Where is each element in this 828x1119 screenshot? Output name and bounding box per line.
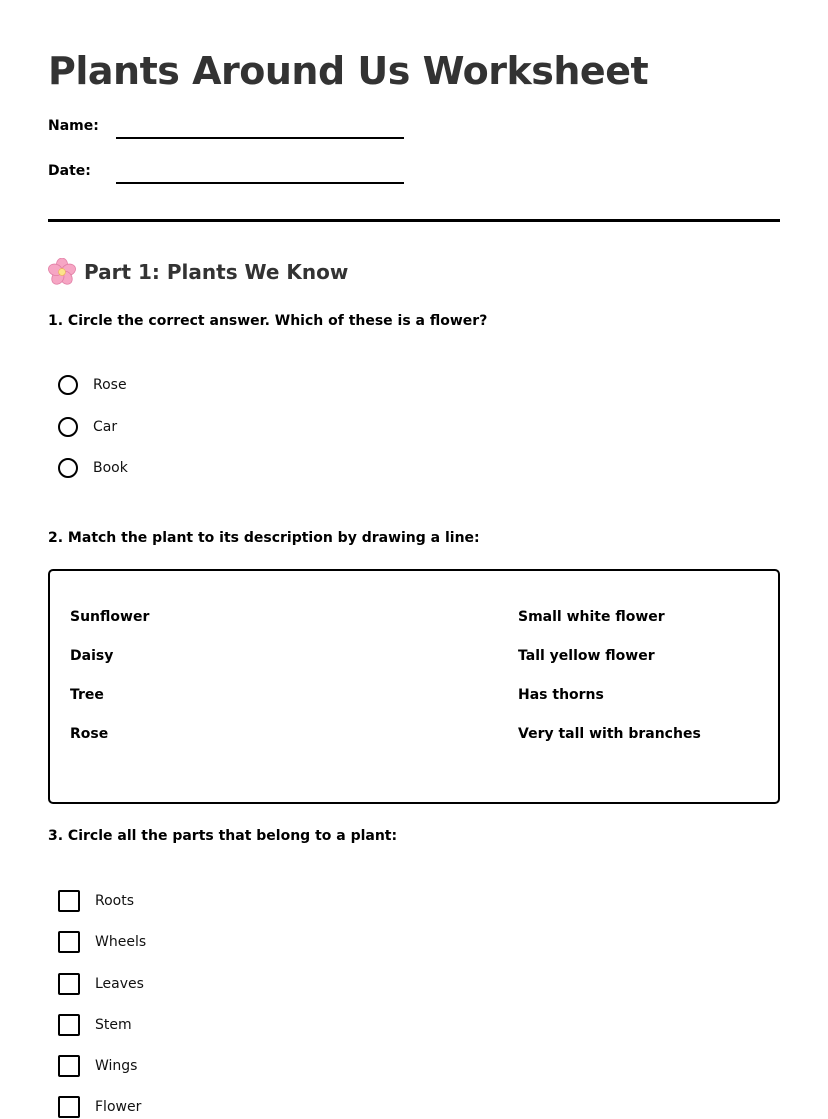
option-label: Car [93, 419, 118, 435]
match-plant-item[interactable]: Daisy [70, 648, 114, 664]
match-description-item[interactable]: Tall yellow flower [518, 648, 655, 664]
plant-column [70, 608, 149, 764]
match-plant-item[interactable]: Rose [70, 726, 109, 742]
checkbox-icon[interactable] [58, 890, 80, 912]
option-label: Wheels [95, 934, 147, 950]
question-3-text: 3. Circle all the parts that belong to a plant: [48, 828, 398, 844]
checkbox-icon[interactable] [58, 1096, 80, 1118]
question-1-text: 1. Circle the correct answer. Which of these is a flower? [48, 313, 488, 329]
question-2-text: 2. Match the plant to its description by drawing a line: [48, 530, 480, 546]
header-divider [48, 219, 780, 222]
checkbox-icon[interactable] [58, 1014, 80, 1036]
checkbox-option-stem[interactable] [58, 1013, 132, 1037]
radio-circle-icon[interactable] [58, 375, 78, 395]
checkbox-option-flower[interactable] [58, 1095, 141, 1119]
page-title: Plants Around Us Worksheet [48, 49, 649, 93]
match-description-item[interactable]: Has thorns [518, 687, 604, 703]
matching-box [48, 569, 780, 804]
match-plant-item[interactable]: Tree [70, 687, 104, 703]
section-title: Part 1: Plants We Know [84, 260, 349, 284]
date-field[interactable] [116, 182, 404, 184]
cherry-blossom-icon [48, 258, 76, 286]
name-label: Name: [48, 118, 99, 134]
name-field[interactable] [116, 137, 404, 139]
option-label: Roots [95, 893, 135, 909]
checkbox-icon[interactable] [58, 931, 80, 953]
option-label: Stem [95, 1017, 132, 1033]
match-plant-item[interactable]: Sunflower [70, 609, 150, 625]
name-field-row [48, 117, 408, 147]
option-label: Flower [95, 1099, 142, 1115]
radio-circle-icon[interactable] [58, 458, 78, 478]
option-label: Book [93, 460, 128, 476]
radio-option-car[interactable] [58, 415, 117, 439]
date-field-row [48, 162, 408, 192]
date-label: Date: [48, 163, 91, 179]
option-label: Leaves [95, 976, 144, 992]
description-column [518, 608, 701, 764]
checkbox-option-leaves[interactable] [58, 972, 144, 996]
radio-option-rose[interactable] [58, 373, 127, 397]
match-description-item[interactable]: Small white flower [518, 609, 665, 625]
checkbox-option-roots[interactable] [58, 889, 134, 913]
checkbox-icon[interactable] [58, 1055, 80, 1077]
option-label: Wings [95, 1058, 138, 1074]
checkbox-icon[interactable] [58, 973, 80, 995]
section-heading-part1 [48, 256, 348, 288]
radio-option-book[interactable] [58, 456, 128, 480]
checkbox-option-wings[interactable] [58, 1054, 137, 1078]
checkbox-option-wheels[interactable] [58, 930, 146, 954]
match-description-item[interactable]: Very tall with branches [518, 726, 701, 742]
option-label: Rose [93, 377, 127, 393]
radio-circle-icon[interactable] [58, 417, 78, 437]
